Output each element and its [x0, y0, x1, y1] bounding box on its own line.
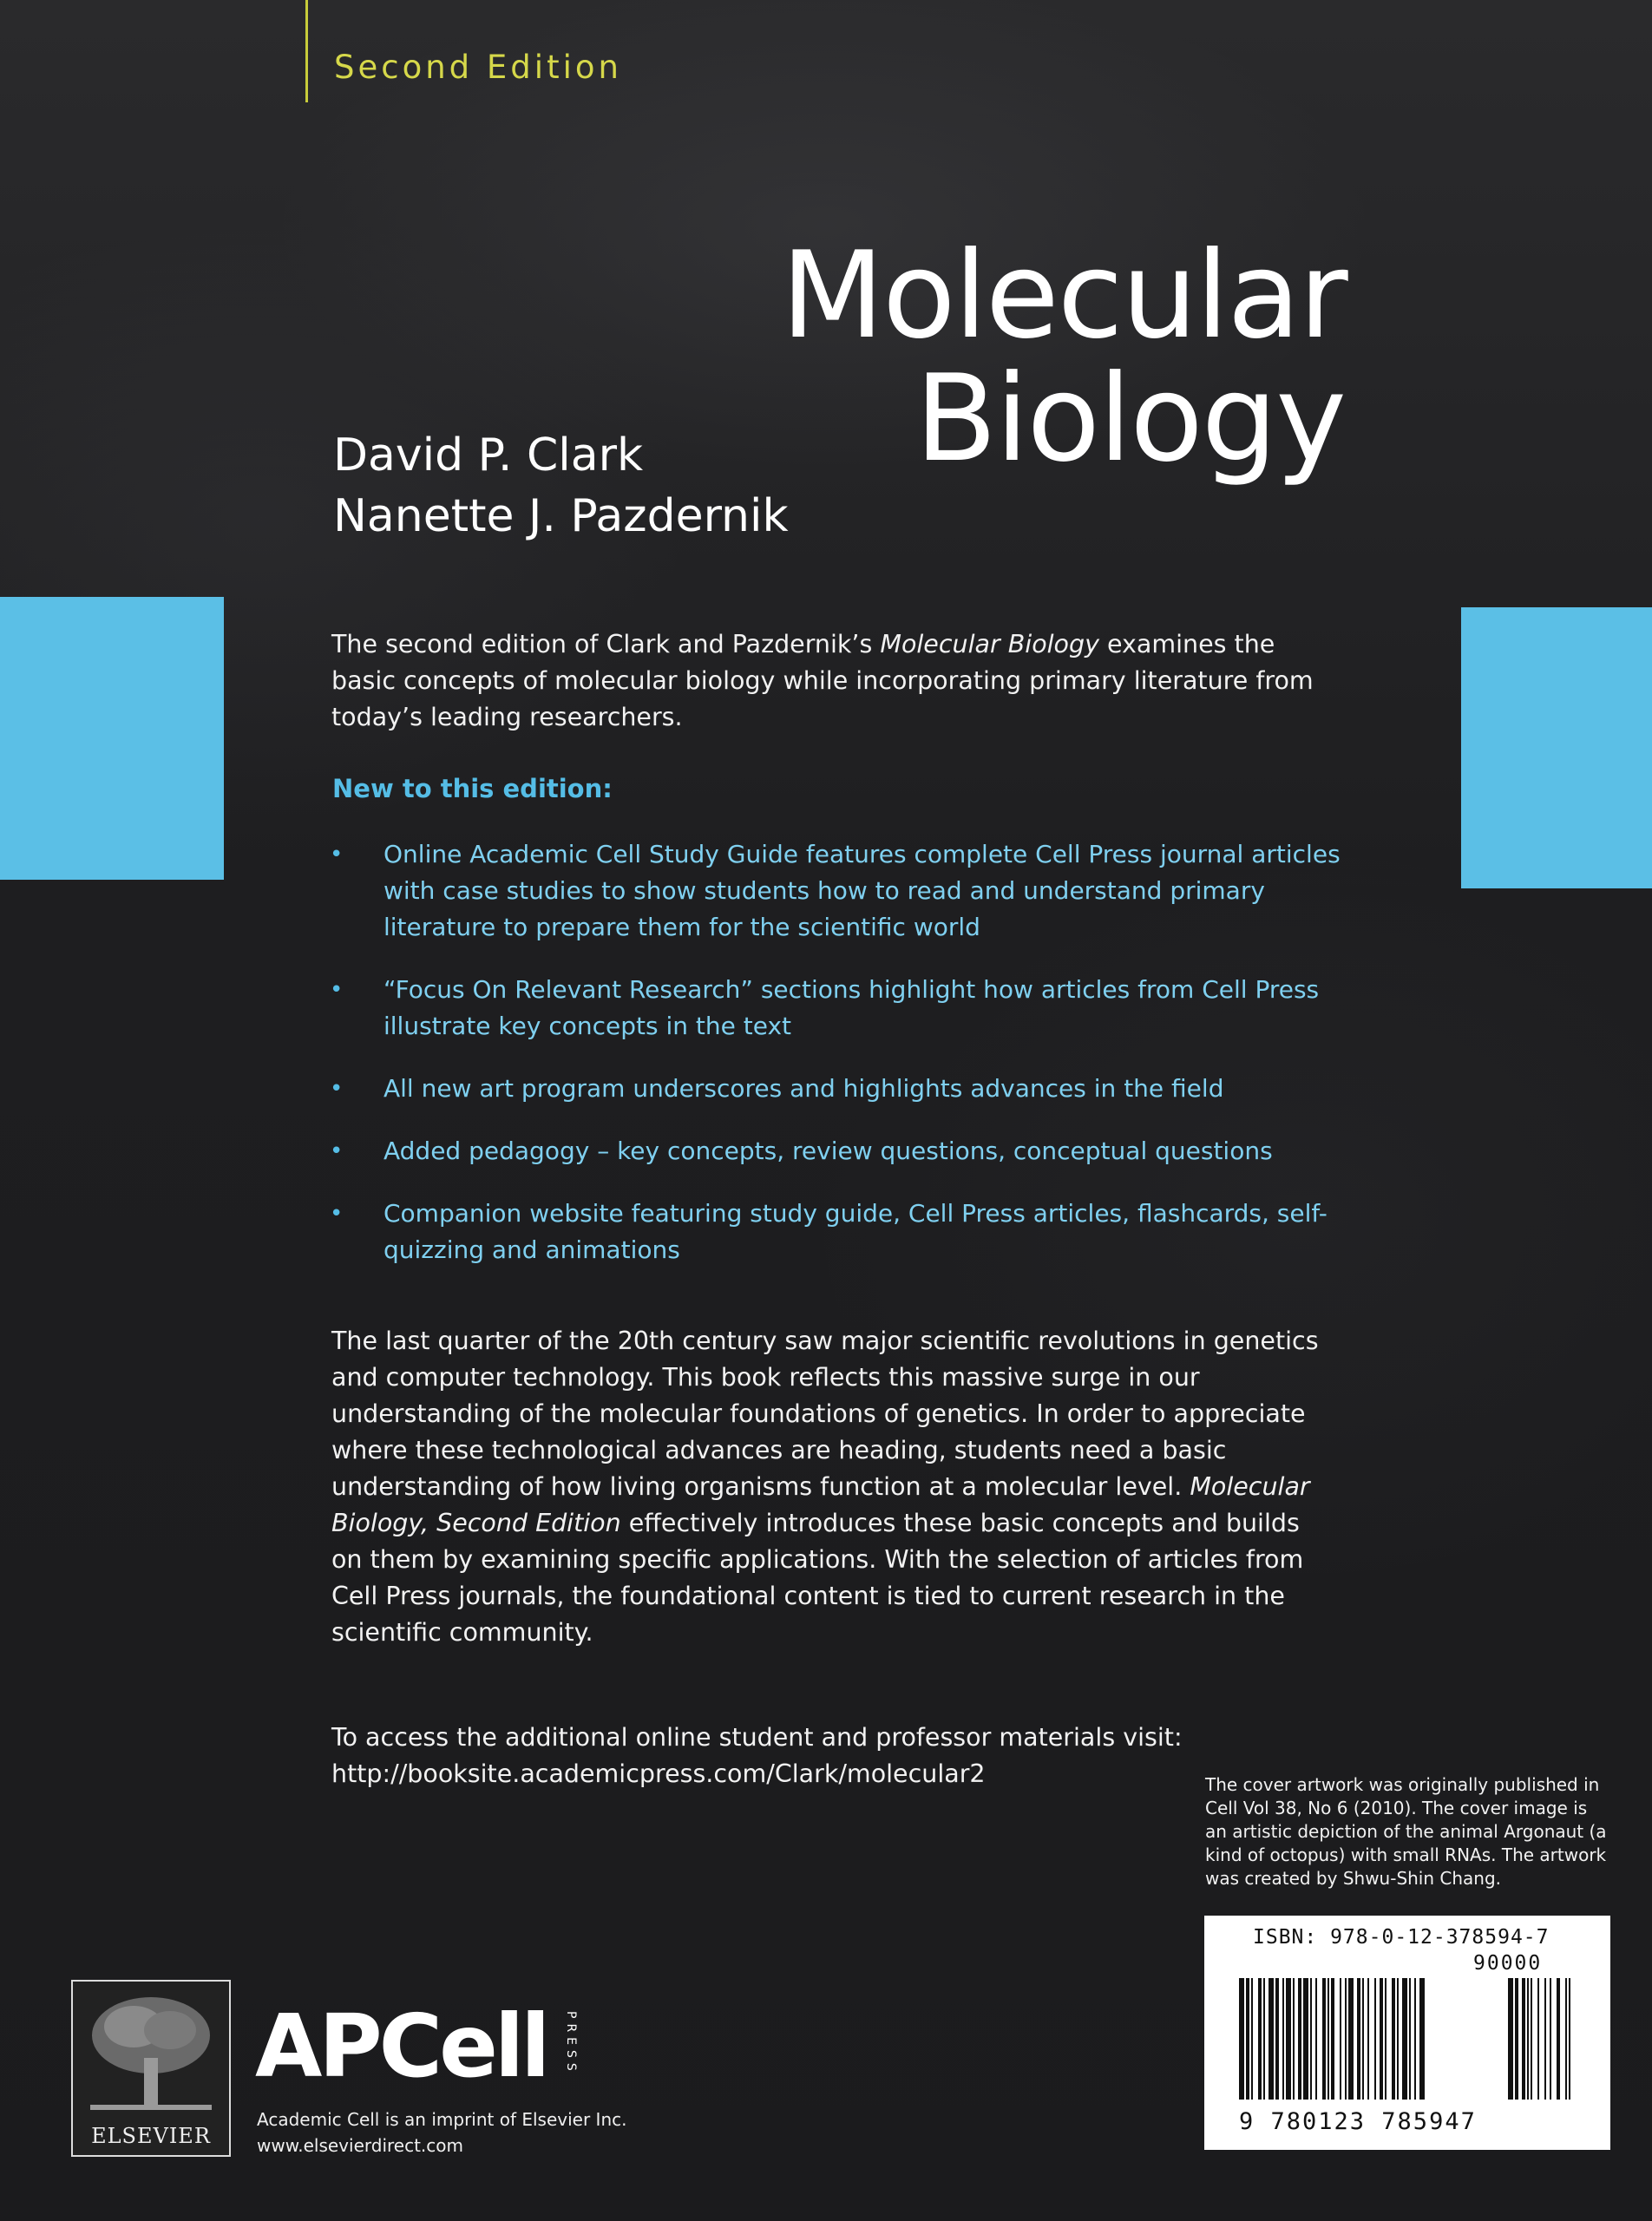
barcode-bar	[1515, 1978, 1518, 2100]
barcode-bar	[1527, 1978, 1529, 2100]
intro-title-italic: Molecular Biology	[880, 630, 1099, 658]
barcode-bar	[1275, 1978, 1279, 2100]
edition-label: Second Edition	[334, 49, 622, 86]
barcode-bar	[1392, 1978, 1395, 2100]
body-title-italic: Molecular Biology, Second Edition	[331, 1472, 1310, 1537]
barcode-bar	[1310, 1978, 1312, 2100]
barcode-bar	[1298, 1978, 1301, 2100]
barcode-bar	[1340, 1978, 1341, 2100]
barcode-bar	[1531, 1978, 1532, 2100]
barcode-bar	[1569, 1978, 1570, 2100]
list-item	[330, 1196, 1371, 1268]
access-paragraph	[331, 1720, 1329, 1792]
barcode-bar	[1544, 1978, 1546, 2100]
list-item-text: Companion website featuring study guide, Cell Press articles, flashcards, self-quizzing and animations	[384, 1199, 1328, 1264]
barcode-bar	[1397, 1978, 1399, 2100]
bullet-icon: •	[330, 1076, 344, 1102]
tree-icon	[73, 1982, 229, 2120]
barcode-bar	[1385, 1978, 1386, 2100]
press-label: PRESS	[564, 2011, 578, 2076]
barcode-bar	[1357, 1978, 1360, 2100]
barcode-bar	[1331, 1978, 1334, 2100]
barcode-bar	[1374, 1978, 1376, 2100]
apcell-logo: APCell	[255, 1995, 547, 2097]
barcode-bar	[1315, 1978, 1317, 2100]
new-edition-heading: New to this edition:	[332, 774, 613, 803]
barcode-bar	[1522, 1978, 1525, 2100]
author-1: David P. Clark	[333, 429, 644, 482]
bullet-icon: •	[330, 842, 344, 868]
list-item	[330, 836, 1371, 946]
barcode-bar	[1508, 1978, 1513, 2100]
barcode-bar	[1414, 1978, 1416, 2100]
barcode-bar	[1345, 1978, 1347, 2100]
bullet-icon: •	[330, 1201, 344, 1227]
elsevier-logo	[71, 1980, 231, 2157]
list-item-text: Online Academic Cell Study Guide features complete Cell Press journal articles with case studies to show students how to read and understand primary literature to prepare them for the scientific world	[384, 840, 1341, 941]
barcode-bar	[1367, 1978, 1369, 2100]
publisher-website: www.elsevierdirect.com	[257, 2135, 463, 2156]
barcode-bar	[1286, 1978, 1291, 2100]
barcode-bar	[1293, 1978, 1295, 2100]
cover-artwork-note: The cover artwork was originally published in Cell Vol 38, No 6 (2010). The cover image is an artistic depiction of the animal Argonaut (a kind of octopus) with small RNAs. The artwork was created by Shwu-Shin Chang.	[1205, 1774, 1607, 1889]
body-text-before: The last quarter of the 20th century saw major scientific revolutions in genetics and computer technology. This book reflects this massive surge in our understanding of the molecular foundations of genetics. In order to appreciate where these technological advances are heading, students need a basic understanding of how living organisms function at a molecular level.	[331, 1327, 1319, 1501]
barcode-bar	[1362, 1978, 1364, 2100]
list-item	[330, 972, 1371, 1045]
imprint-text: Academic Cell is an imprint of Elsevier Inc.	[257, 2109, 627, 2130]
barcode-bar	[1550, 1978, 1551, 2100]
body-text-after: effectively introduces these basic concepts and builds on them by examining specific applications. With the selection of articles from Cell Press journals, the foundational content is tied to current research in the scientific community.	[331, 1509, 1304, 1647]
barcode-bar	[1258, 1978, 1262, 2100]
barcode-bar	[1565, 1978, 1567, 2100]
barcode-bars	[1239, 1978, 1577, 2108]
intro-text-before: The second edition of Clark and Pazdernik’s	[331, 630, 881, 658]
barcode-bar	[1303, 1978, 1308, 2100]
list-item-text: Added pedagogy – key concepts, review questions, conceptual questions	[384, 1137, 1273, 1165]
barcode-bar	[1380, 1978, 1383, 2100]
edition-rule	[305, 0, 308, 102]
barcode-bar	[1557, 1978, 1560, 2100]
authors	[333, 425, 789, 547]
barcode-bar	[1409, 1978, 1411, 2100]
barcode-bar	[1251, 1978, 1253, 2100]
access-text: To access the additional online student and professor materials visit:	[331, 1723, 1183, 1752]
elsevier-wordmark: ELSEVIER	[91, 2124, 211, 2148]
price-code: 90000	[1473, 1952, 1543, 1975]
body-paragraph	[331, 1323, 1329, 1651]
title-line-1: Molecular	[781, 226, 1347, 365]
barcode-bar	[1328, 1978, 1329, 2100]
bullet-icon: •	[330, 1138, 344, 1164]
list-item	[330, 1133, 1371, 1169]
barcode-bar	[1348, 1978, 1354, 2100]
barcode-bar	[1402, 1978, 1407, 2100]
access-url: http://booksite.academicpress.com/Clark/molecular2	[331, 1759, 986, 1788]
intro-paragraph	[331, 626, 1329, 736]
accent-tab-right	[1461, 607, 1652, 888]
barcode-bar	[1537, 1978, 1539, 2100]
intro-text-after: examines the basic concepts of molecular biology while incorporating primary literature from today’s leading researchers.	[331, 630, 1314, 731]
bullet-icon: •	[330, 977, 344, 1003]
barcode-bar	[1322, 1978, 1326, 2100]
title-line-2: Biology	[914, 349, 1345, 488]
barcode-bar	[1263, 1978, 1265, 2100]
new-features-list	[330, 836, 1371, 1294]
list-item-text: “Focus On Relevant Research” sections highlight how articles from Cell Press illustrate key concepts in the text	[384, 975, 1320, 1040]
barcode-bar	[1246, 1978, 1249, 2100]
imprint-block	[257, 2106, 626, 2159]
barcode-box	[1204, 1916, 1610, 2150]
barcode-bar	[1419, 1978, 1425, 2100]
accent-tab-left	[0, 597, 224, 880]
ean-number: 9 780123 785947	[1239, 2108, 1477, 2135]
book-title	[781, 226, 1347, 488]
barcode-bar	[1282, 1978, 1284, 2100]
barcode-bar	[1239, 1978, 1244, 2100]
isbn-text: ISBN: 978-0-12-378594-7	[1253, 1926, 1550, 1949]
author-2: Nanette J. Pazdernik	[333, 490, 789, 542]
barcode-bar	[1268, 1978, 1274, 2100]
list-item	[330, 1071, 1371, 1107]
list-item-text: All new art program underscores and highlights advances in the field	[384, 1074, 1224, 1103]
